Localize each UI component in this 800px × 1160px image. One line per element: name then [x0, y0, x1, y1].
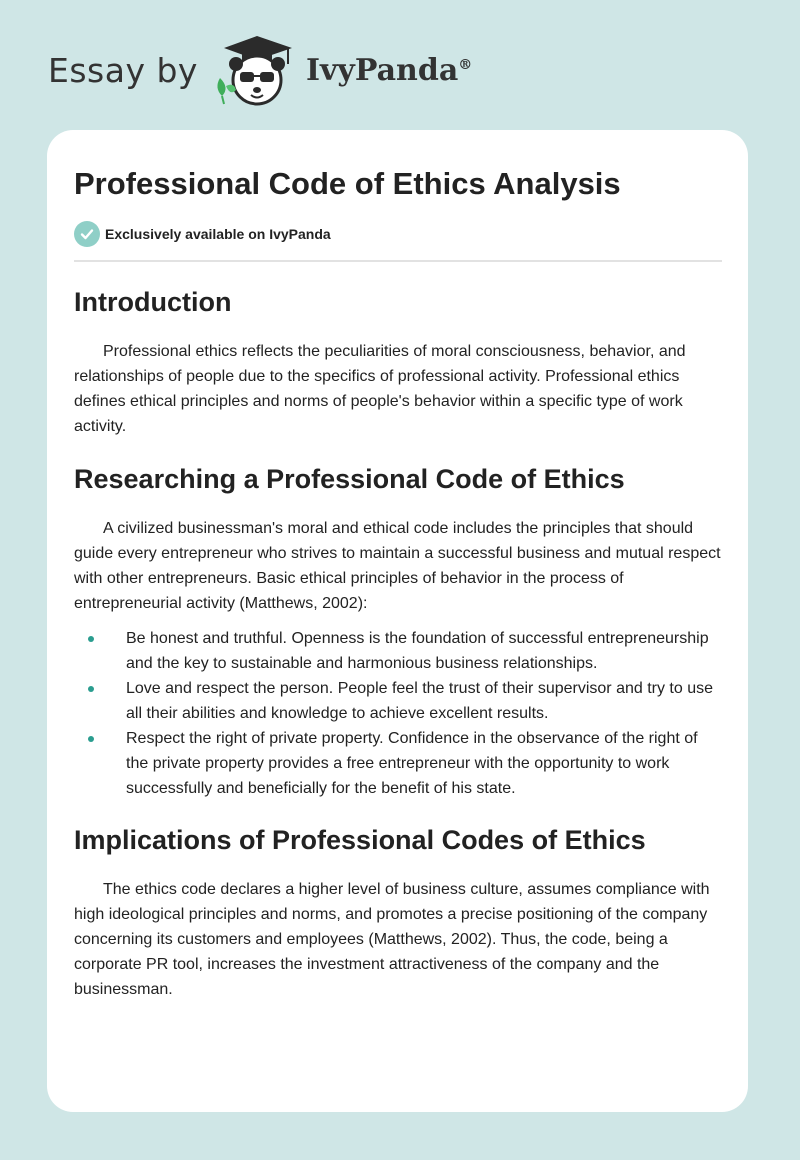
- registered-mark: ®: [458, 56, 473, 73]
- list-item: Be honest and truthful. Openness is the foundation of successful entrepreneurship and the key to sustainable and harmonious business relationships.: [74, 626, 722, 676]
- section-heading-introduction: Introduction: [74, 287, 232, 317]
- list-item: Love and respect the person. People feel the trust of their supervisor and try to use all their abilities and knowledge to achieve excellent results.: [74, 676, 722, 726]
- essay-card: [47, 130, 748, 1112]
- divider: [74, 260, 722, 262]
- site-header: [48, 30, 472, 110]
- brand-text: IvyPanda: [305, 52, 459, 88]
- page-title: Professional Code of Ethics Analysis: [74, 166, 621, 201]
- panda-logo-icon[interactable]: [212, 30, 302, 110]
- section-paragraph: A civilized businessman's moral and ethical code includes the principles that should guide every entrepreneur who strives to maintain a successful business and mutual respect with other entrepreneurs. Basic ethical principles of behavior in the process of entrepreneurial activity (Matthews, 2002):: [74, 520, 721, 612]
- check-icon: [74, 221, 100, 247]
- section-heading-implications: Implications of Professional Codes of Ethics: [74, 825, 646, 855]
- brand-name[interactable]: [306, 53, 472, 88]
- exclusive-badge: [74, 221, 722, 247]
- principles-list: [74, 626, 722, 801]
- list-item: Respect the right of private property. Confidence in the observance of the right of the private property provides a free entrepreneur with the opportunity to work successfully and beneficially for the benefit of his state.: [74, 726, 722, 801]
- section-heading-researching: Researching a Professional Code of Ethics: [74, 464, 625, 494]
- section-paragraph: The ethics code declares a higher level of business culture, assumes compliance with high ideological principles and norms, and promotes a precise positioning of the company concerning its customers and employees (Matthews, 2002). Thus, the code, being a corporate PR tool, increases the investment attractiveness of the company and the businessman.: [74, 881, 710, 998]
- essay-by-label: Essay by: [48, 50, 198, 90]
- section-paragraph: Professional ethics reflects the peculiarities of moral consciousness, behavior, and relationships of people due to the specifics of professional activity. Professional ethics defines ethical principles and norms of people's behavior within a specific type of work activity.: [74, 343, 686, 435]
- badge-label: Exclusively available on IvyPanda: [105, 226, 331, 242]
